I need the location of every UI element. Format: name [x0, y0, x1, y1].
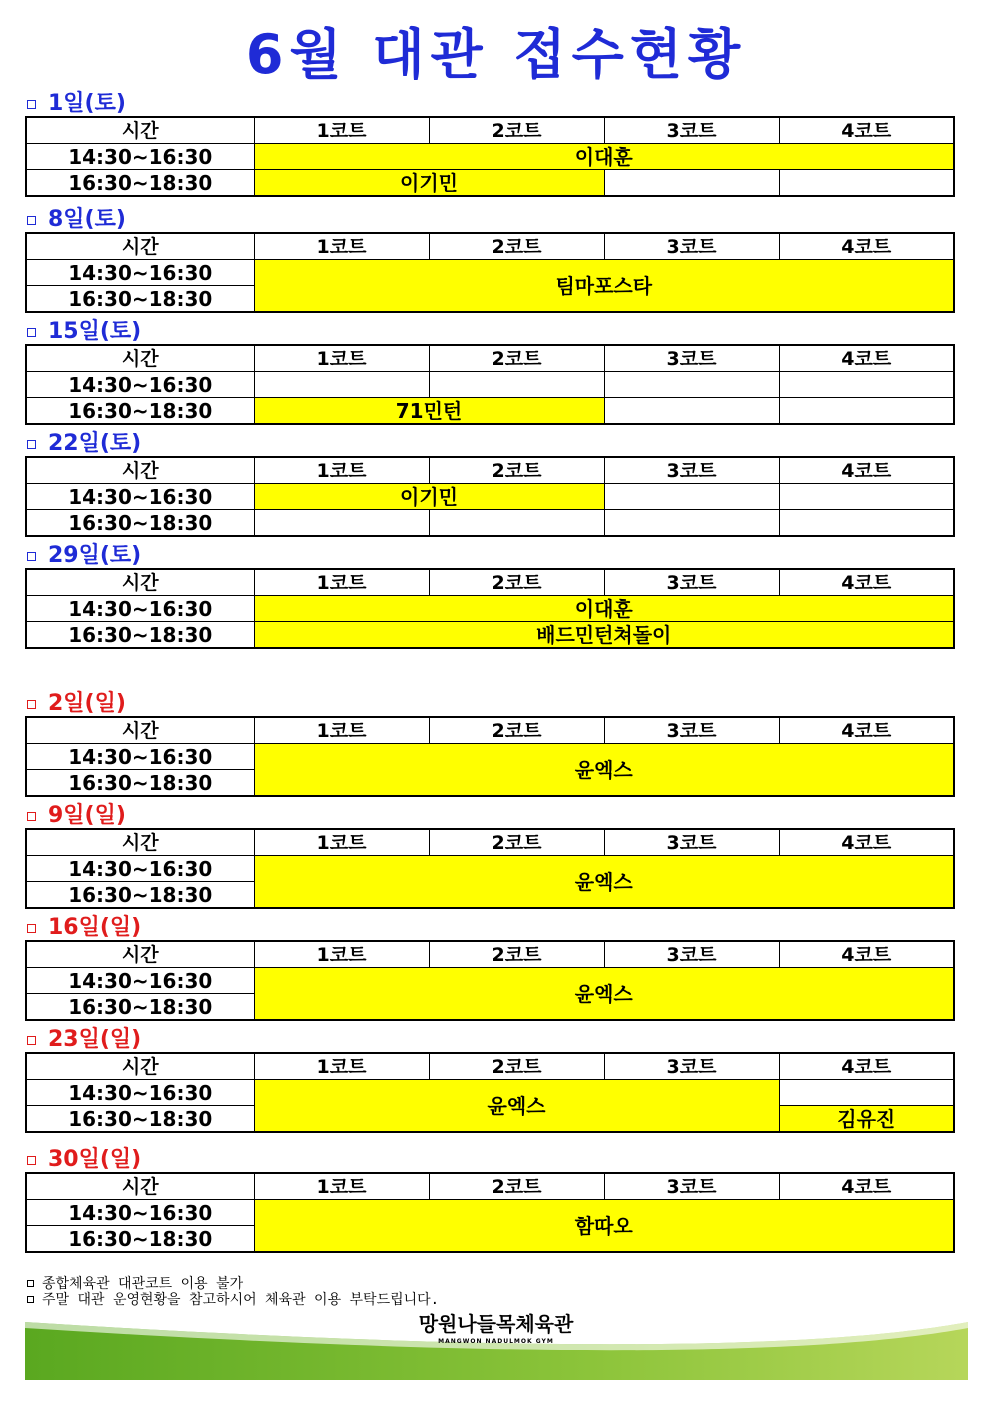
time-slot: 14:30~16:30: [26, 856, 254, 882]
court-1-header: 1코트: [254, 117, 429, 144]
court-4-header: 4코트: [779, 941, 954, 968]
time-slot: 14:30~16:30: [26, 372, 254, 398]
schedule-section: [25, 432, 953, 537]
booking-cell: 이기민: [254, 170, 604, 197]
header-row: [26, 569, 954, 596]
empty-cell: [779, 170, 954, 197]
time-header: 시간: [26, 233, 254, 260]
court-4-header: 4코트: [779, 457, 954, 484]
booking-cell: 배드민턴쳐돌이: [254, 622, 954, 649]
table-row: [26, 1200, 954, 1226]
gym-name-en: MANGWON NADULMOK GYM: [438, 1338, 554, 1345]
court-1-header: 1코트: [254, 345, 429, 372]
bullet-icon: [27, 1036, 36, 1045]
empty-cell: [254, 372, 429, 398]
header-row: [26, 829, 954, 856]
court-2-header: 2코트: [429, 117, 604, 144]
court-3-header: 3코트: [604, 117, 779, 144]
bullet-icon: [27, 1296, 34, 1303]
court-2-header: 2코트: [429, 941, 604, 968]
court-1-header: 1코트: [254, 233, 429, 260]
court-3-header: 3코트: [604, 829, 779, 856]
section-date: 9일(일): [48, 803, 126, 828]
table-row: [26, 744, 954, 770]
bullet-icon: [27, 1280, 34, 1287]
schedule-table: [25, 940, 955, 1021]
header-row: [26, 345, 954, 372]
bullet-icon: [27, 700, 36, 709]
court-1-header: 1코트: [254, 1053, 429, 1080]
schedule-section: [25, 1028, 953, 1133]
gym-logo: [0, 1310, 992, 1346]
table-row: [26, 144, 954, 170]
empty-cell: [604, 372, 779, 398]
court-2-header: 2코트: [429, 569, 604, 596]
bullet-icon: [27, 100, 36, 109]
court-4-header: 4코트: [779, 569, 954, 596]
note-item: 주말 대관 운영현황을 참고하시어 체육관 이용 부탁드립니다.: [25, 1292, 439, 1308]
header-row: [26, 1053, 954, 1080]
table-row: [26, 622, 954, 649]
header-row: [26, 117, 954, 144]
booking-cell: 71민턴: [254, 398, 604, 425]
time-slot: 14:30~16:30: [26, 144, 254, 170]
court-4-header: 4코트: [779, 1173, 954, 1200]
empty-cell: [604, 398, 779, 425]
booking-cell: 김유진: [779, 1106, 954, 1133]
court-3-header: 3코트: [604, 457, 779, 484]
table-row: [26, 484, 954, 510]
court-2-header: 2코트: [429, 345, 604, 372]
time-header: 시간: [26, 1053, 254, 1080]
empty-cell: [604, 170, 779, 197]
time-header: 시간: [26, 117, 254, 144]
schedule-section: [25, 92, 953, 197]
time-slot: 16:30~18:30: [26, 770, 254, 797]
table-row: [26, 398, 954, 425]
section-date: 30일(일): [48, 1147, 142, 1172]
empty-cell: [779, 484, 954, 510]
page-title: 6월 대관 접수현황: [245, 23, 747, 86]
court-4-header: 4코트: [779, 117, 954, 144]
notes: [25, 1276, 439, 1308]
section-date: 29일(토): [48, 543, 142, 568]
time-slot: 16:30~18:30: [26, 1106, 254, 1133]
booking-cell: 윤엑스: [254, 1080, 779, 1133]
time-slot: 14:30~16:30: [26, 596, 254, 622]
bullet-icon: [27, 440, 36, 449]
schedule-section: [25, 1148, 953, 1253]
empty-cell: [429, 510, 604, 537]
schedule-table: [25, 456, 955, 537]
court-1-header: 1코트: [254, 1173, 429, 1200]
time-header: 시간: [26, 1173, 254, 1200]
empty-cell: [604, 484, 779, 510]
court-3-header: 3코트: [604, 941, 779, 968]
header-row: [26, 717, 954, 744]
court-3-header: 3코트: [604, 1173, 779, 1200]
time-slot: 16:30~18:30: [26, 994, 254, 1021]
schedule-table: [25, 232, 955, 313]
section-date: 1일(토): [48, 91, 126, 116]
table-row: [26, 372, 954, 398]
header-row: [26, 941, 954, 968]
gym-name: 망원나들목체육관: [418, 1312, 574, 1336]
time-slot: 16:30~18:30: [26, 286, 254, 313]
section-date: 16일(일): [48, 915, 142, 940]
schedule-section: [25, 692, 953, 797]
booking-cell: 함따오: [254, 1200, 954, 1253]
court-2-header: 2코트: [429, 829, 604, 856]
time-slot: 16:30~18:30: [26, 170, 254, 197]
court-4-header: 4코트: [779, 829, 954, 856]
court-4-header: 4코트: [779, 345, 954, 372]
court-1-header: 1코트: [254, 457, 429, 484]
schedule-table: [25, 116, 955, 197]
schedule-section: [25, 320, 953, 425]
note-item: 종합체육관 대관코트 이용 불가: [25, 1276, 439, 1292]
time-slot: 16:30~18:30: [26, 882, 254, 909]
time-slot: 14:30~16:30: [26, 1080, 254, 1106]
time-header: 시간: [26, 941, 254, 968]
time-header: 시간: [26, 345, 254, 372]
table-row: [26, 856, 954, 882]
table-row: [26, 260, 954, 286]
schedule-section: [25, 916, 953, 1021]
court-1-header: 1코트: [254, 829, 429, 856]
schedule-table: [25, 828, 955, 909]
court-3-header: 3코트: [604, 233, 779, 260]
court-3-header: 3코트: [604, 717, 779, 744]
empty-cell: [604, 510, 779, 537]
bullet-icon: [27, 1156, 36, 1165]
section-date: 22일(토): [48, 431, 142, 456]
schedule-section: [25, 208, 953, 313]
time-header: 시간: [26, 569, 254, 596]
time-slot: 14:30~16:30: [26, 484, 254, 510]
empty-cell: [429, 372, 604, 398]
schedule-table: [25, 1052, 955, 1133]
court-3-header: 3코트: [604, 345, 779, 372]
table-row: [26, 510, 954, 537]
court-1-header: 1코트: [254, 941, 429, 968]
bullet-icon: [27, 216, 36, 225]
court-4-header: 4코트: [779, 717, 954, 744]
schedule-table: [25, 568, 955, 649]
section-date: 2일(일): [48, 691, 126, 716]
time-slot: 16:30~18:30: [26, 622, 254, 649]
time-slot: 14:30~16:30: [26, 744, 254, 770]
booking-cell: 윤엑스: [254, 968, 954, 1021]
schedule-table: [25, 344, 955, 425]
booking-cell: 윤엑스: [254, 744, 954, 797]
booking-cell: 이대훈: [254, 144, 954, 170]
time-slot: 16:30~18:30: [26, 1226, 254, 1253]
court-1-header: 1코트: [254, 717, 429, 744]
bullet-icon: [27, 328, 36, 337]
section-date: 8일(토): [48, 207, 126, 232]
section-date: 15일(토): [48, 319, 142, 344]
court-2-header: 2코트: [429, 717, 604, 744]
schedule-section: [25, 804, 953, 909]
court-3-header: 3코트: [604, 1053, 779, 1080]
table-row: [26, 968, 954, 994]
table-row: [26, 596, 954, 622]
empty-cell: [779, 1080, 954, 1106]
court-3-header: 3코트: [604, 569, 779, 596]
time-slot: 14:30~16:30: [26, 260, 254, 286]
header-row: [26, 1173, 954, 1200]
table-row: [26, 170, 954, 197]
header-row: [26, 457, 954, 484]
bullet-icon: [27, 812, 36, 821]
empty-cell: [779, 372, 954, 398]
court-4-header: 4코트: [779, 233, 954, 260]
schedule-table: [25, 716, 955, 797]
table-row: [26, 1080, 954, 1106]
time-header: 시간: [26, 457, 254, 484]
booking-cell: 팀마포스타: [254, 260, 954, 313]
court-4-header: 4코트: [779, 1053, 954, 1080]
schedule-section: [25, 544, 953, 649]
header-row: [26, 233, 954, 260]
court-2-header: 2코트: [429, 1053, 604, 1080]
time-slot: 14:30~16:30: [26, 968, 254, 994]
court-2-header: 2코트: [429, 233, 604, 260]
time-slot: 16:30~18:30: [26, 510, 254, 537]
court-1-header: 1코트: [254, 569, 429, 596]
empty-cell: [779, 510, 954, 537]
booking-cell: 이기민: [254, 484, 604, 510]
booking-cell: 이대훈: [254, 596, 954, 622]
court-2-header: 2코트: [429, 1173, 604, 1200]
schedule-table: [25, 1172, 955, 1253]
time-header: 시간: [26, 717, 254, 744]
time-slot: 16:30~18:30: [26, 398, 254, 425]
time-slot: 14:30~16:30: [26, 1200, 254, 1226]
bullet-icon: [27, 924, 36, 933]
empty-cell: [779, 398, 954, 425]
booking-cell: 윤엑스: [254, 856, 954, 909]
time-header: 시간: [26, 829, 254, 856]
empty-cell: [254, 510, 429, 537]
bullet-icon: [27, 552, 36, 561]
section-date: 23일(일): [48, 1027, 142, 1052]
court-2-header: 2코트: [429, 457, 604, 484]
